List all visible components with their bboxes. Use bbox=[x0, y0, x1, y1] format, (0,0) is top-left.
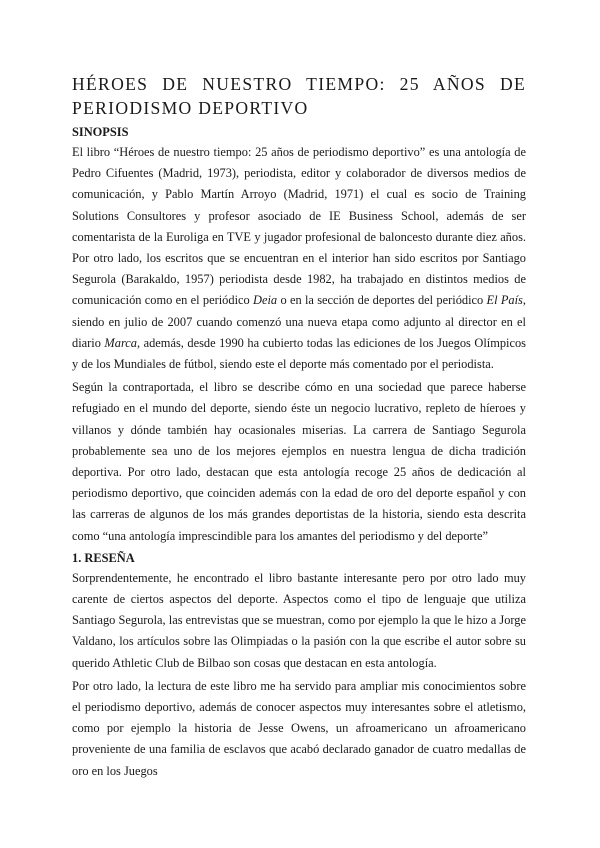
paragraph-resena-2: Por otro lado, la lectura de este libro me ha servido para ampliar mis conocimientos sobre el periodismo deportivo, además de conocer aspectos muy interesantes sobre el atletismo, como por ejemplo la historia de Jesse Owens, un afroamericano un afroamericano proveniente de una familia de esclavos que acabó declarado ganador de cuatro medallas de oro en los Juegos bbox=[72, 678, 526, 778]
section-heading-resena: 1. RESEÑA bbox=[72, 550, 135, 565]
paragraph-sinopsis-contraportada: Según la contraportada, el libro se describe cómo en una sociedad que parece haberse refugiado en el mundo del deporte, siendo éste un negocio lucrativo, repleto de híeroes y villanos y dónde también hay ocasionales miserias. La carrera de Santiago Segurola probablemente sea uno de los mejores ejemplos en nuestra lengua de dicha tradición deportiva. Por otro lado, destacan que esta antología recoge 25 años de dedicación al periodismo deportivo, que coinciden además con la edad de oro del deporte español y con las carreras de algunos de los más grandes deportistas de la historia, siendo esta descrita como “una antología imprescindible para los amantes del periodismo y del deporte” bbox=[72, 380, 526, 543]
document-page bbox=[72, 72, 526, 782]
newspaper-name: Marca bbox=[104, 335, 137, 350]
paragraph-resena-1: Sorprendentemente, he encontrado el libro bastante interesante pero por otro lado muy carente de ciertos aspectos del deporte. Aspectos como el tipo de lenguaje que utiliza Santiago Segurola, las entrevistas que se muestran, como por ejemplo la que le hizo a Jorge Valdano, los artículos sobre las Olimpiadas o la pasión con la que escribe el autor sobre su querido Athletic Club de Bilbao son cosas que destacan en esta antología. bbox=[72, 570, 526, 670]
paragraph-text: , además, desde 1990 ha cubierto todas las ediciones de los Juegos Olímpicos y de los Mundiales de fútbol, siendo este el deporte más comentado por el periodista. bbox=[72, 335, 527, 372]
paragraph-sinopsis-authors bbox=[72, 142, 526, 375]
document-title: HÉROES DE NUESTRO TIEMPO: 25 AÑOS DE PERIODISMO DEPORTIVO bbox=[72, 74, 526, 118]
paragraph-text: El libro “Héroes de nuestro tiempo: 25 años de periodismo deportivo” es una antología de Pedro Cifuentes (Madrid, 1973), periodista, editor y colaborador de diversos medios de comunicación, y Pablo Martín Arroyo (Madrid, 1971) el cual es socio de Training Solutions Consultores y profesor asociado de IE Business School, además de ser comentarista de la Euroliga en TVE y jugador profesional de baloncesto durante diez años. Por otro lado, los escritos que se encuentran en el interior han sido escritos por Santiago Segurola (Barakaldo, 1957) periodista desde 1982, ha trabajado en distintos medios de comunicación como en el periódico bbox=[72, 145, 526, 308]
section-heading-sinopsis: SINOPSIS bbox=[72, 125, 129, 139]
paragraph-text: , siendo en julio de 2007 cuando comenzó una nueva etapa como adjunto al director en el diario bbox=[72, 293, 526, 350]
newspaper-name: Deia bbox=[253, 293, 278, 308]
paragraph-text: o en la sección de deportes del periódico bbox=[277, 293, 487, 308]
newspaper-name: El País bbox=[486, 293, 523, 308]
